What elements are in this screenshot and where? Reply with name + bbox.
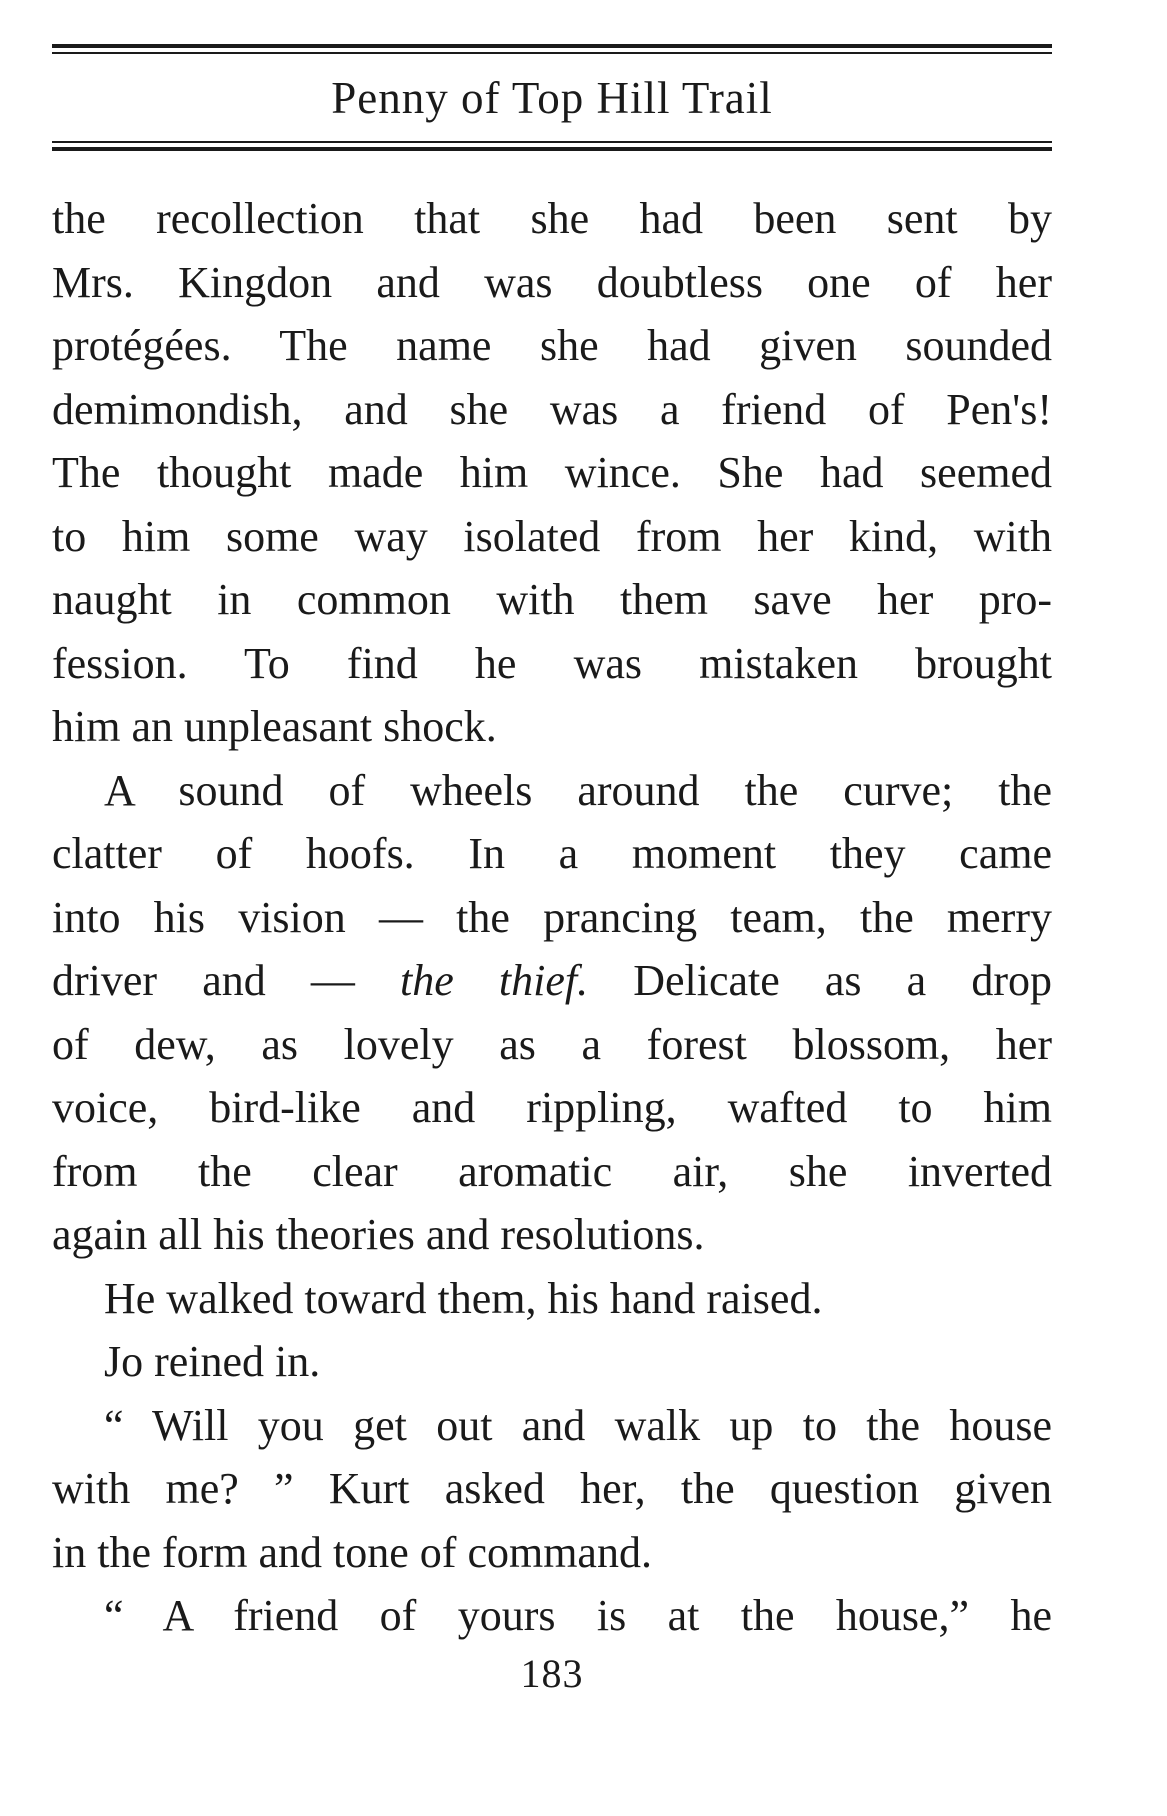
text-line: “ A friend of yours is at the house,” he (104, 1591, 1052, 1640)
text-line: fession. To find he was mistaken brought (52, 638, 1052, 688)
text-line (52, 949, 1052, 1013)
text-line: into his vision — the prancing team, the merry (52, 892, 1052, 942)
text-line: with me? ” Kurt asked her, the question given (52, 1464, 1052, 1513)
text-line: from the clear aromatic air, she inverted (52, 1146, 1052, 1196)
italic-phrase: the thief. (399, 956, 589, 1005)
header-rules-bottom (52, 141, 1052, 151)
text-line: A sound of wheels around the curve; the (104, 765, 1052, 815)
running-head: Penny of Top Hill Trail (331, 73, 773, 123)
book-page (52, 44, 1052, 1697)
header-rules-top (52, 44, 1052, 54)
text-line: protégées. The name she had given sounded (52, 321, 1052, 370)
text-line: He walked toward them, his hand raised. (104, 1273, 823, 1323)
text-line: demimondish, and she was a friend of Pen's! (52, 384, 1052, 434)
text-line: The thought made him wince. She had seemed (52, 448, 1052, 497)
text-line: of dew, as lovely as a forest blossom, her (52, 1019, 1052, 1069)
text-line: naught in common with them save her pro- (52, 575, 1052, 624)
text-line: in the form and tone of command. (52, 1527, 652, 1577)
text-line: Jo reined in. (104, 1337, 321, 1386)
text-line: him an unpleasant shock. (52, 702, 497, 751)
text-line: Mrs. Kingdon and was doubtless one of her (52, 257, 1052, 307)
text-line: again all his theories and resolutions. (52, 1210, 705, 1259)
text-segment: driver and — (52, 956, 400, 1005)
rule-line (52, 147, 1052, 151)
page-number: 183 (520, 1650, 584, 1696)
text-line: the recollection that she had been sent by (52, 194, 1052, 243)
text-segment: Delicate as a drop (588, 956, 1052, 1005)
text-line: voice, bird-like and rippling, wafted to him (52, 1083, 1052, 1132)
body-text (52, 187, 1052, 1648)
text-line: “ Will you get out and walk up to the house (104, 1400, 1052, 1450)
text-line: to him some way isolated from her kind, with (52, 511, 1052, 561)
text-line: clatter of hoofs. In a moment they came (52, 829, 1052, 878)
